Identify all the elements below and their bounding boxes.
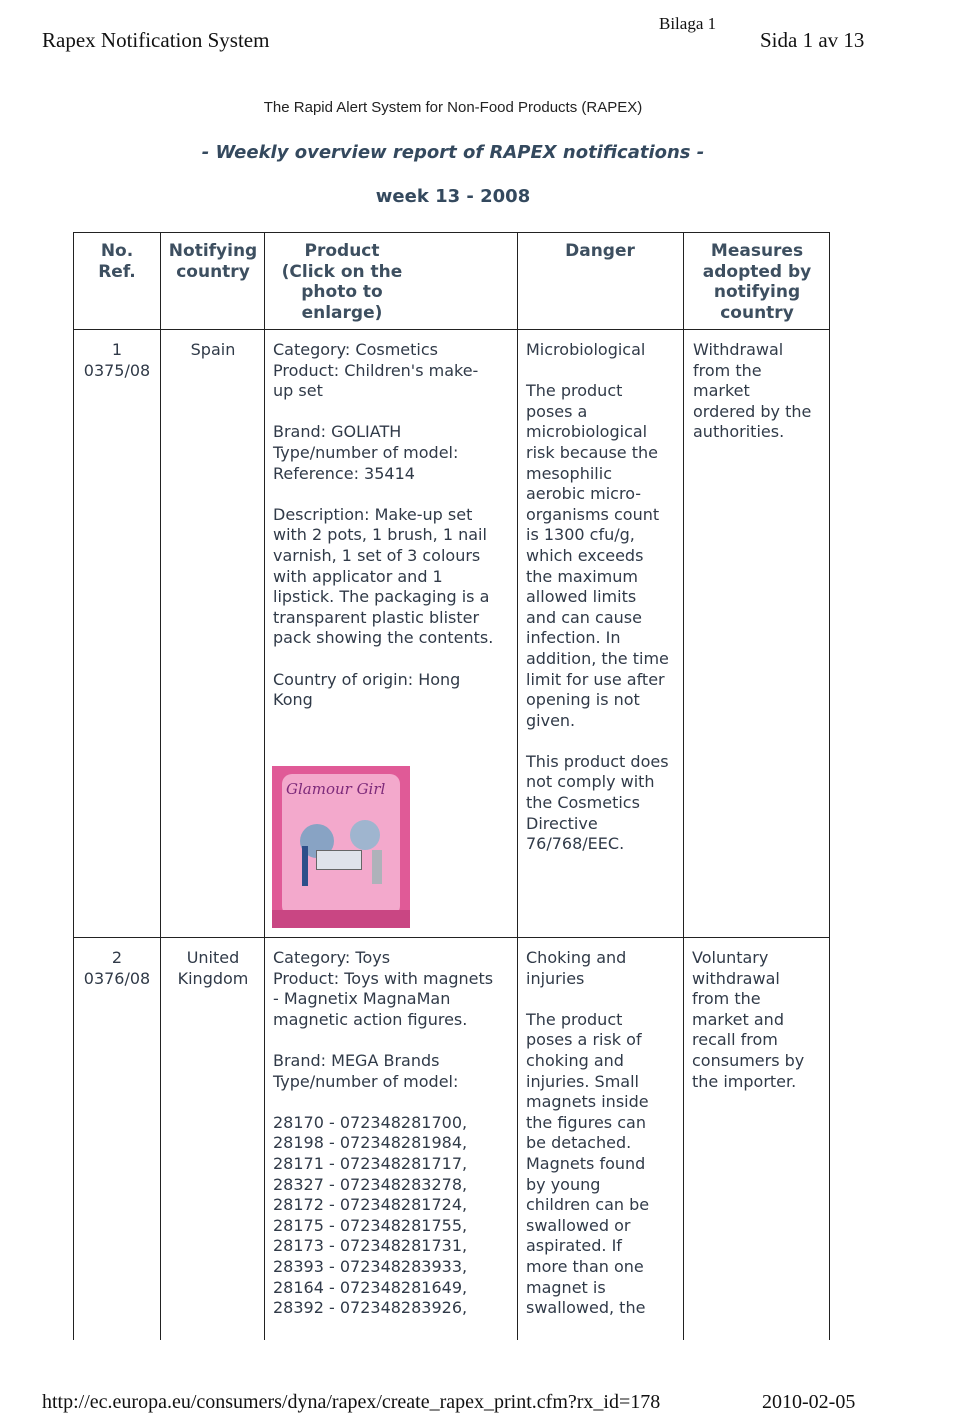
table-top-border (73, 232, 830, 233)
column-divider (517, 232, 518, 1340)
system-title: The Rapid Alert System for Non-Food Products (RAPEX) (263, 99, 643, 116)
header-bottom-border (73, 329, 830, 330)
table-left-border (73, 232, 74, 1340)
row-1-ref (76, 340, 158, 381)
column-divider (160, 232, 161, 1340)
row-2-country: United Kingdom (177, 948, 249, 988)
row-2-measures: Voluntary withdrawal from the market and recall from consumers by the importer. (692, 948, 805, 1091)
reference-number: 0375/08 (83, 360, 151, 380)
makeup-pot (350, 820, 380, 850)
page-footer-date: 2010-02-05 (762, 1391, 856, 1413)
report-title: - Weekly overview report of RAPEX notifications - (201, 142, 705, 163)
nail-varnish (302, 846, 308, 886)
product-photo[interactable] (272, 766, 410, 928)
lipstick (372, 850, 382, 884)
page-header-system-name: Rapex Notification System (42, 28, 270, 52)
page-header-page-number: Sida 1 av 13 (760, 28, 865, 52)
notification-number: 1 (111, 340, 123, 359)
row-2-danger: Choking and injuries The product poses a risk of choking and injuries. Small magnets inside the figures can be detached. Magnets found by young children can be swallowed or aspirated. If more than one magnet is swallowed, the (526, 948, 650, 1318)
header-danger: Danger (565, 241, 635, 261)
header-notifying-country: Notifying country (168, 241, 258, 282)
header-measures: Measures adopted by notifying country (702, 241, 812, 323)
row-1-country: Spain (190, 340, 236, 359)
reference-number: 0376/08 (83, 968, 151, 988)
page-footer-url: http://ec.europa.eu/consumers/dyna/rapex/create_rapex_print.cfm?rx_id=178 (42, 1391, 661, 1413)
colour-set (316, 850, 362, 870)
row-1-danger: Microbiological The product poses a microbiological risk because the mesophilic aerobic micro- organisms count is 1300 cfu/g, which exceeds the maximum allowed limits and can cause infection. In addition, the time limit for use after opening is not given. This product does not comply with the Cosmetics Directive 76/768/EEC. (526, 340, 669, 854)
row-2-ref (76, 948, 158, 989)
column-divider (264, 232, 265, 1340)
row-1-product: Category: Cosmetics Product: Children's make- up set Brand: GOLIATH Type/number of model: Reference: 35414 Description: Make-up set with 2 pots, 1 brush, 1 nail varnish, 1 set of 3 colours with applicator and 1 lipstick. The packaging is a transparent plastic blister pack showing the contents. Country of origin: Hong Kong (273, 340, 494, 710)
column-divider (683, 232, 684, 1340)
header-product: Product (Click on the photo to enlarge) (281, 241, 403, 323)
row-2-product: Category: Toys Product: Toys with magnets - Magnetix MagnaMan magnetic action figures. Brand: MEGA Brands Type/number of model: 28170 - 072348281700, 28198 - 072348281984, 28171 - 072348281717, 28327 - 072348283278, 28172 - 072348281724, 28175 - 072348281755, 28173 - 072348281731, 28393 - 072348283933, 28164 - 072348281649, 28392 - 072348283926, (273, 948, 494, 1318)
notification-number: 2 (111, 948, 123, 967)
page-header-attachment: Bilaga 1 (659, 14, 717, 33)
row-1-measures: Withdrawal from the market ordered by the authorities. (693, 340, 812, 442)
table-right-border (829, 232, 830, 1340)
product-logo: Glamour Girl (286, 780, 386, 798)
row-divider (73, 937, 830, 938)
header-ref: No. Ref. (98, 241, 136, 282)
week-title: week 13 - 2008 (375, 186, 531, 207)
pack-base (272, 910, 410, 928)
